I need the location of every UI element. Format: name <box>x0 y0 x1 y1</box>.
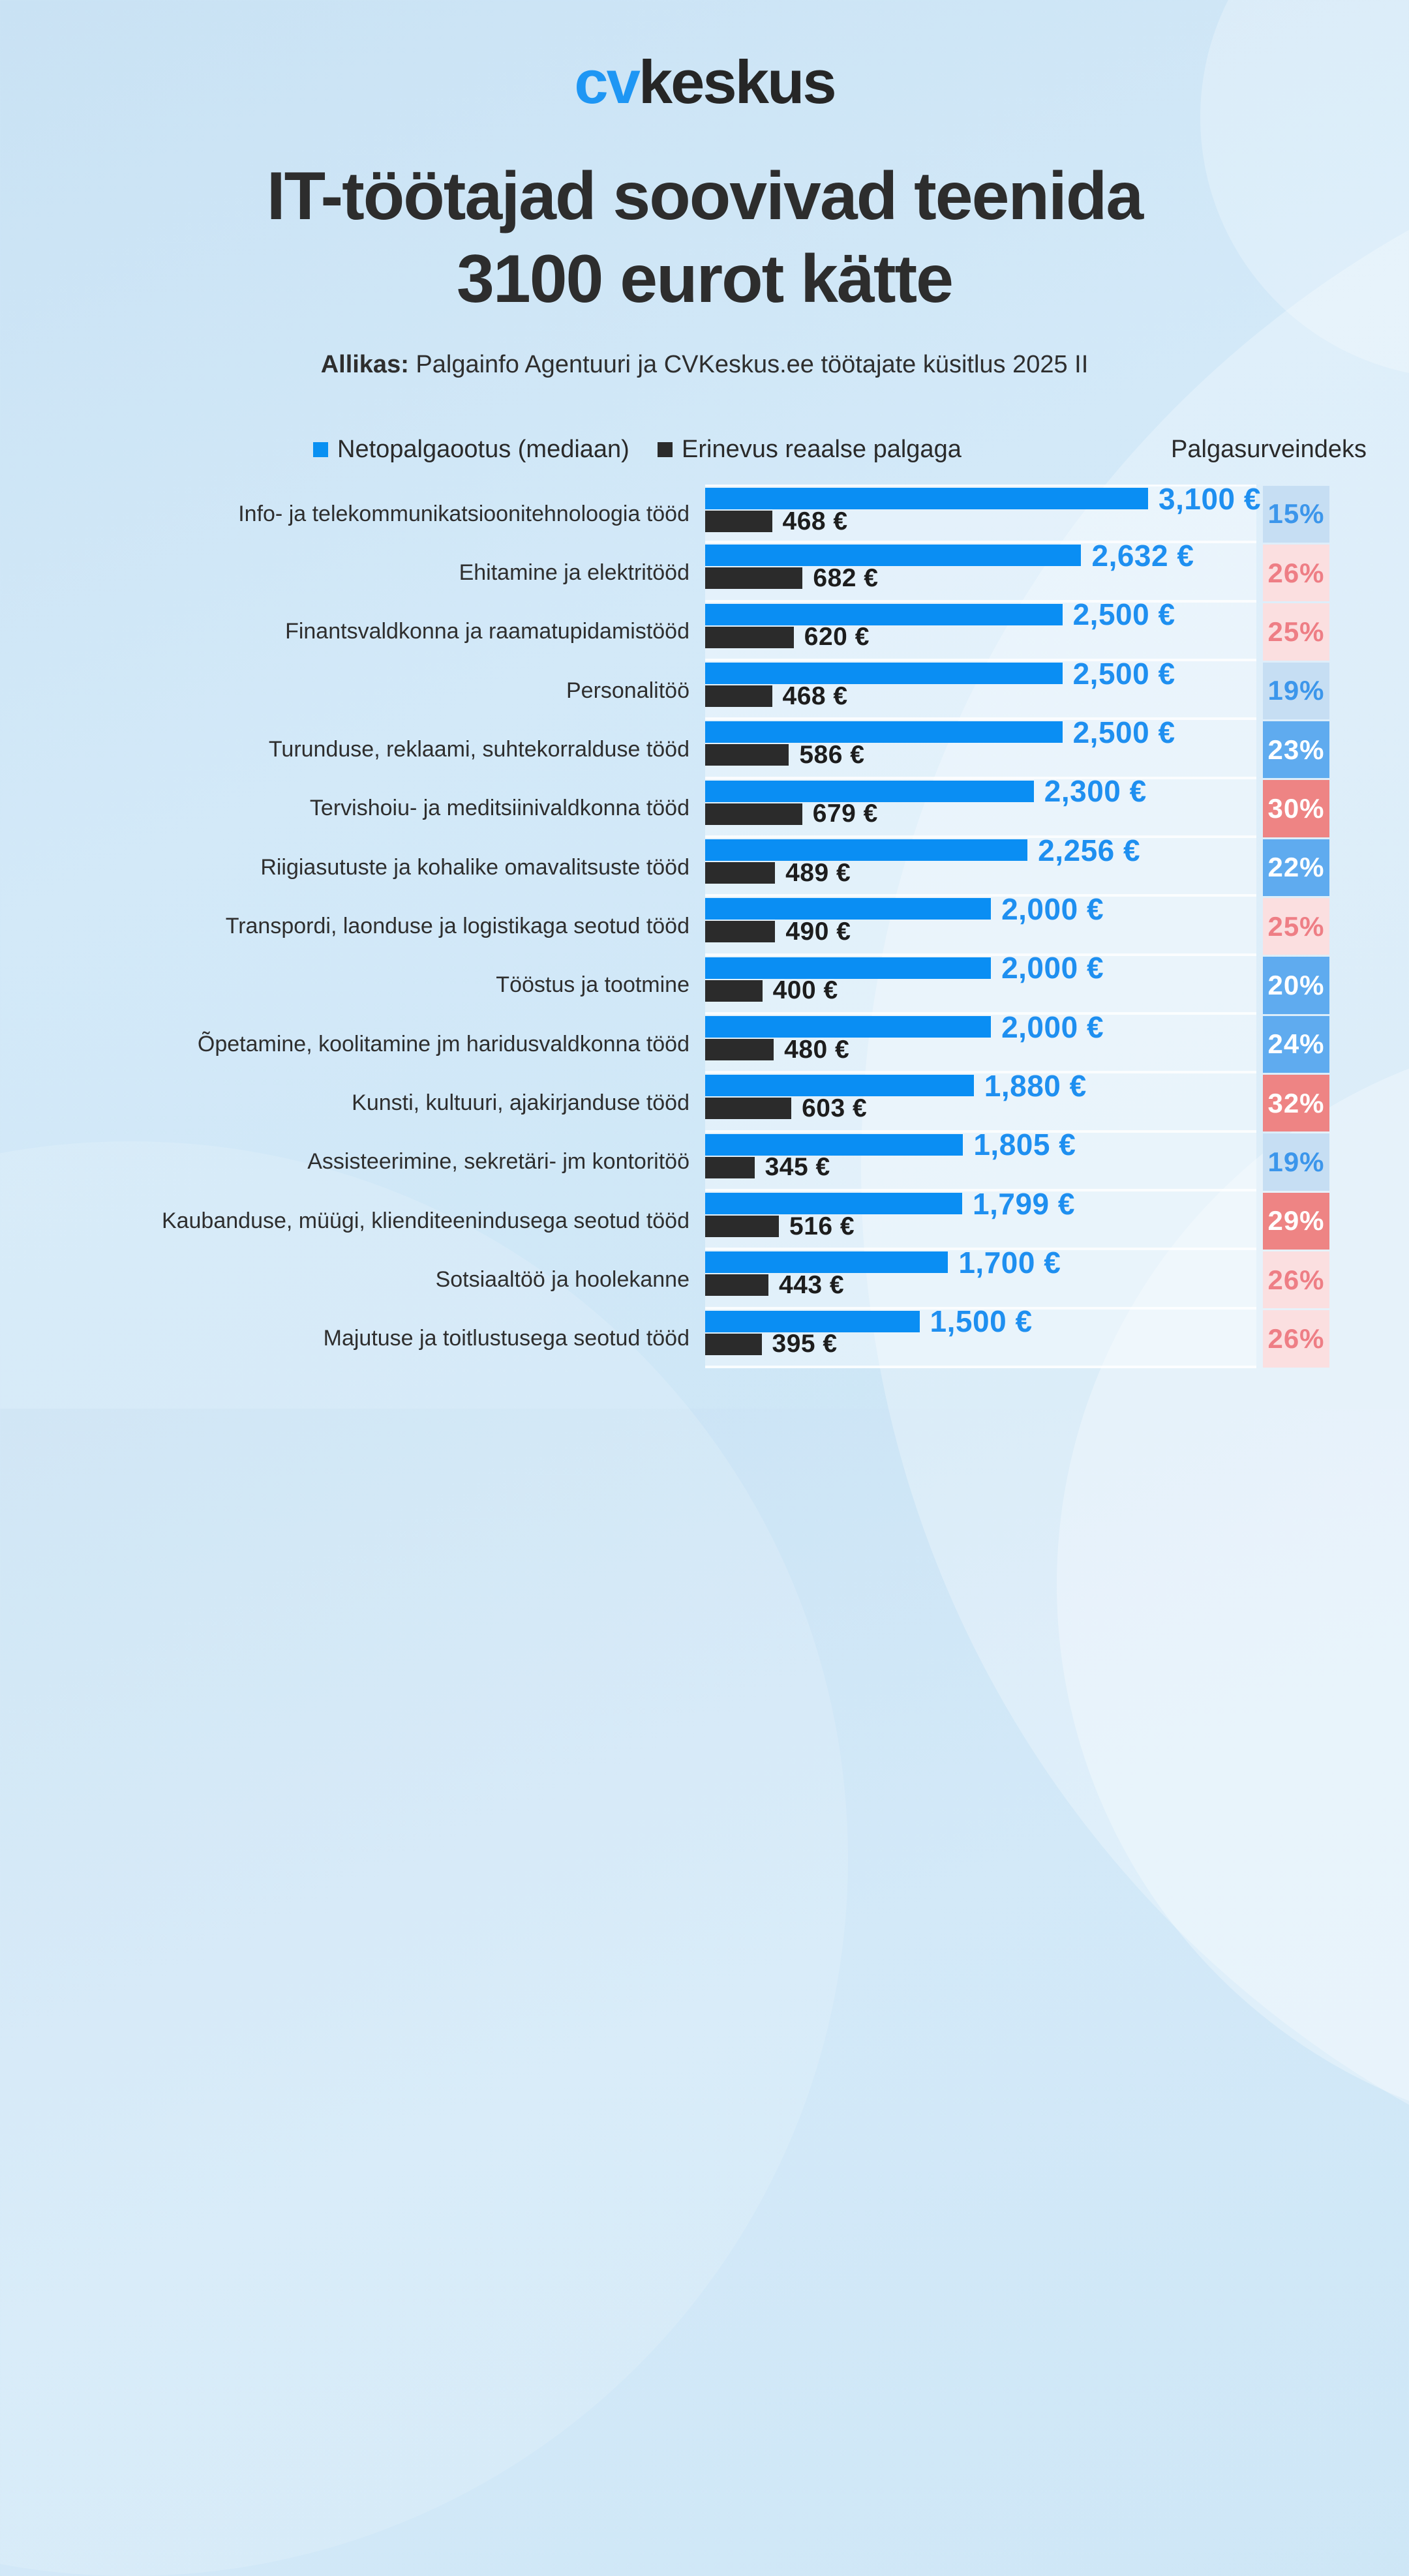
expectation-bar-line <box>705 1068 1087 1103</box>
expectation-bar-line <box>705 597 1175 632</box>
row-bar-track <box>705 1304 1256 1368</box>
expectation-value: 2,500 € <box>1072 715 1175 749</box>
difference-bar-line <box>705 1094 868 1122</box>
expectation-bar <box>705 1251 948 1273</box>
difference-value: 395 € <box>772 1330 838 1358</box>
difference-bar <box>705 1157 755 1178</box>
difference-bar-line <box>705 623 870 651</box>
index-badge: 19% <box>1263 663 1329 719</box>
chart-row <box>0 1186 1409 1250</box>
index-tile-cell <box>1263 897 1329 955</box>
difference-value: 586 € <box>799 740 865 769</box>
difference-value: 400 € <box>772 976 838 1005</box>
expectation-bar-line <box>705 951 1104 985</box>
cvkeskus-logo <box>0 47 1409 117</box>
source-line <box>0 351 1409 379</box>
difference-bar <box>705 921 775 942</box>
row-bar-track <box>705 1068 1256 1132</box>
index-tile-cell <box>1263 661 1329 720</box>
row-bar-track <box>705 538 1256 602</box>
legend-item-difference <box>658 436 962 464</box>
difference-bar-line <box>705 1035 850 1064</box>
difference-bar <box>705 511 772 532</box>
row-label: Riigiasutuste ja kohalike omavalitsuste tööd <box>260 854 689 880</box>
expectation-bar-line <box>705 656 1175 691</box>
legend-label-difference: Erinevus reaalse palgaga <box>682 436 962 463</box>
difference-bar-line <box>705 858 851 887</box>
logo-cv-part: cv <box>574 48 639 116</box>
row-label: Tervishoiu- ja meditsiinivaldkonna tööd <box>309 796 689 821</box>
difference-value: 489 € <box>785 858 851 887</box>
row-label: Finantsvaldkonna ja raamatupidamistööd <box>285 619 689 644</box>
index-badge: 22% <box>1263 839 1329 896</box>
difference-bar-line <box>705 800 878 828</box>
difference-bar <box>705 862 775 884</box>
expectation-bar <box>705 957 991 979</box>
source-label: Allikas: <box>320 351 409 378</box>
expectation-value: 1,500 € <box>930 1304 1033 1339</box>
difference-value: 620 € <box>804 623 870 651</box>
index-badge: 30% <box>1263 780 1329 837</box>
page-title <box>0 155 1409 321</box>
index-tile-cell <box>1263 1015 1329 1073</box>
difference-value: 516 € <box>789 1212 855 1240</box>
index-tile-cell <box>1263 1250 1329 1309</box>
difference-bar-line <box>705 507 848 535</box>
difference-bar <box>705 685 772 707</box>
index-badge: 32% <box>1263 1075 1329 1131</box>
expectation-value: 2,300 € <box>1044 774 1147 809</box>
legend-swatch-dark-icon <box>658 442 673 457</box>
chart-row <box>0 597 1409 661</box>
expectation-bar <box>705 604 1063 625</box>
difference-bar-line <box>705 976 838 1005</box>
expectation-value: 1,799 € <box>973 1186 1076 1221</box>
index-badge: 29% <box>1263 1193 1329 1250</box>
expectation-bar-line <box>705 481 1261 516</box>
legend-item-expectation <box>313 436 629 464</box>
expectation-value: 2,000 € <box>1001 891 1104 926</box>
difference-value: 443 € <box>779 1270 845 1299</box>
row-label: Kunsti, kultuuri, ajakirjanduse tööd <box>352 1090 689 1116</box>
row-label: Majutuse ja toitlustusega seotud tööd <box>323 1326 689 1351</box>
difference-bar <box>705 803 802 825</box>
index-badge: 15% <box>1263 486 1329 543</box>
index-tile-cell <box>1263 1191 1329 1250</box>
index-badge: 26% <box>1263 545 1329 601</box>
expectation-bar-line <box>705 538 1194 573</box>
expectation-value: 2,000 € <box>1001 1010 1104 1044</box>
row-bar-track <box>705 774 1256 838</box>
expectation-bar <box>705 1016 991 1038</box>
index-badge: 24% <box>1263 1016 1329 1073</box>
legend-swatch-blue-icon <box>313 442 328 457</box>
index-badge: 25% <box>1263 603 1329 660</box>
row-bar-track <box>705 1010 1256 1073</box>
expectation-bar-line <box>705 1128 1076 1162</box>
row-label: Tööstus ja tootmine <box>496 972 689 998</box>
index-tile-cell <box>1263 1133 1329 1191</box>
row-bar-track <box>705 1245 1256 1309</box>
index-column-header: Palgasurveindeks <box>1171 436 1367 463</box>
difference-bar-line <box>705 1270 845 1299</box>
difference-bar-line <box>705 1330 838 1358</box>
difference-value: 345 € <box>765 1153 830 1182</box>
difference-bar <box>705 980 763 1002</box>
row-bar-track <box>705 481 1261 543</box>
expectation-value: 1,700 € <box>958 1245 1061 1280</box>
row-bar-track <box>705 715 1256 779</box>
page-title-line2: 3100 eurot kätte <box>457 241 952 317</box>
expectation-bar <box>705 1193 962 1214</box>
legend <box>0 436 1409 464</box>
difference-value: 468 € <box>782 681 848 710</box>
difference-bar <box>705 1334 762 1355</box>
difference-value: 480 € <box>784 1035 850 1064</box>
expectation-bar <box>705 545 1081 566</box>
chart-row <box>0 1010 1409 1073</box>
logo-keskus-part: keskus <box>638 48 835 116</box>
difference-bar <box>705 744 789 766</box>
expectation-value: 1,880 € <box>984 1068 1087 1103</box>
expectation-bar <box>705 898 991 920</box>
index-tile-cell <box>1263 779 1329 838</box>
chart-row <box>0 891 1409 955</box>
expectation-bar-line <box>705 891 1104 926</box>
expectation-bar-line <box>705 833 1141 867</box>
index-tile-cell <box>1263 838 1329 897</box>
chart-row <box>0 774 1409 838</box>
index-tile-cell <box>1263 720 1329 779</box>
chart-row <box>0 538 1409 602</box>
expectation-value: 2,500 € <box>1072 597 1175 632</box>
legend-label-expectation: Netopalgaootus (mediaan) <box>337 436 629 463</box>
expectation-bar-line <box>705 774 1147 809</box>
difference-bar <box>705 567 802 589</box>
chart-rows <box>0 481 1409 1368</box>
chart-row <box>0 1068 1409 1132</box>
difference-bar-line <box>705 917 851 946</box>
expectation-value: 2,256 € <box>1038 833 1141 867</box>
chart-row <box>0 715 1409 779</box>
index-badge: 26% <box>1263 1310 1329 1367</box>
row-label: Kaubanduse, müügi, klienditeenindusega seotud tööd <box>161 1208 689 1233</box>
row-bar-track <box>705 1128 1256 1191</box>
difference-bar-line <box>705 1153 830 1182</box>
difference-value: 679 € <box>812 800 878 828</box>
row-label: Info- ja telekommunikatsioonitehnoloogia tööd <box>238 501 689 526</box>
expectation-bar <box>705 1075 974 1096</box>
expectation-value: 2,000 € <box>1001 951 1104 985</box>
bar-chart <box>0 481 1409 1368</box>
difference-bar <box>705 1039 774 1060</box>
chart-row <box>0 656 1409 720</box>
difference-bar <box>705 627 794 648</box>
source-text: Palgainfo Agentuuri ja CVKeskus.ee töötajate küsitlus 2025 II <box>408 351 1089 378</box>
expectation-bar <box>705 839 1027 861</box>
difference-value: 490 € <box>785 917 851 946</box>
chart-row <box>0 951 1409 1015</box>
difference-value: 468 € <box>782 507 848 535</box>
chart-row <box>0 1304 1409 1368</box>
row-label: Õpetamine, koolitamine jm haridusvaldkonna tööd <box>197 1031 689 1056</box>
row-bar-track <box>705 1186 1256 1250</box>
row-label: Personalitöö <box>566 678 689 703</box>
expectation-bar <box>705 1311 920 1332</box>
expectation-bar-line <box>705 1245 1061 1280</box>
index-tile-cell <box>1263 603 1329 661</box>
index-badge: 26% <box>1263 1251 1329 1308</box>
row-label: Transpordi, laonduse ja logistikaga seotud tööd <box>225 914 689 939</box>
index-badge: 20% <box>1263 957 1329 1013</box>
index-tile-cell <box>1263 956 1329 1015</box>
expectation-bar-line <box>705 1304 1033 1339</box>
expectation-bar-line <box>705 1010 1104 1044</box>
expectation-value: 3,100 € <box>1159 481 1261 516</box>
row-label: Assisteerimine, sekretäri- jm kontoritöö <box>307 1149 689 1175</box>
expectation-bar-line <box>705 1186 1076 1221</box>
difference-bar <box>705 1274 768 1296</box>
expectation-bar-line <box>705 715 1175 749</box>
chart-row <box>0 1128 1409 1191</box>
row-bar-track <box>705 656 1256 720</box>
chart-row <box>0 481 1409 543</box>
index-badge: 23% <box>1263 721 1329 778</box>
index-tile-cell <box>1263 543 1329 602</box>
row-label: Ehitamine ja elektritööd <box>459 560 689 586</box>
expectation-bar <box>705 721 1063 743</box>
index-tile-cell <box>1263 1073 1329 1132</box>
difference-value: 682 € <box>813 563 879 592</box>
difference-bar-line <box>705 681 848 710</box>
row-bar-track <box>705 951 1256 1015</box>
index-badge: 19% <box>1263 1133 1329 1190</box>
index-tile-cell <box>1263 1310 1329 1368</box>
page-title-line1: IT-töötajad soovivad teenida <box>266 158 1143 234</box>
row-label: Turunduse, reklaami, suhtekorralduse tööd <box>268 737 689 762</box>
difference-bar-line <box>705 1212 855 1240</box>
row-bar-track <box>705 891 1256 955</box>
expectation-bar <box>705 781 1034 802</box>
difference-bar <box>705 1216 779 1237</box>
index-badge: 25% <box>1263 898 1329 955</box>
chart-row <box>0 833 1409 897</box>
expectation-value: 2,632 € <box>1091 538 1194 573</box>
row-label: Sotsiaaltöö ja hoolekanne <box>435 1267 689 1293</box>
row-bar-track <box>705 597 1256 661</box>
difference-value: 603 € <box>802 1094 868 1122</box>
expectation-value: 2,500 € <box>1072 656 1175 691</box>
expectation-bar <box>705 488 1148 509</box>
index-tile-cell <box>1263 485 1329 543</box>
difference-bar <box>705 1098 791 1119</box>
expectation-bar <box>705 663 1063 684</box>
chart-row <box>0 1245 1409 1309</box>
expectation-bar <box>705 1134 963 1156</box>
row-bar-track <box>705 833 1256 897</box>
difference-bar-line <box>705 740 865 769</box>
difference-bar-line <box>705 563 879 592</box>
expectation-value: 1,805 € <box>973 1128 1076 1162</box>
